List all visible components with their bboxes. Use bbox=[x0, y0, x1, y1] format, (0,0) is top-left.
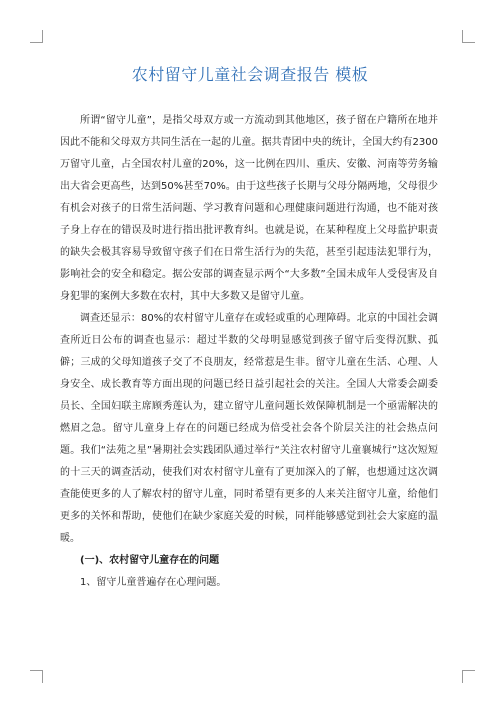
crop-mark-bottom-left bbox=[30, 670, 43, 683]
body-paragraph-2: 调查还显示：80%的农村留守儿童存在或轻或重的心理障碍。北京的中国社会调查所近日公布的调查也显示：超过半数的父母明显感觉到孩子留守后变得沉默、孤僻；三成的父母知道孩子交了不良朋友，经常惹是生非。留守儿童在生活、心理、人身安全、成长教育等方面出现的问题已经日益引起社会的关注。全国人大常委会副委员长、全国妇联主席顾秀莲认为，建立留守儿童问题长效保障机制是一个亟需解决的燃眉之急。留守儿童身上存在的问题已经成为倍受社会各个阶层关注的社会热点问题。我们“法苑之星”暑期社会实践团队通过举行“关注农村留守儿童襄城行”这次短短的十三天的调查活动，使我们对农村留守儿童有了更加深入的了解，也想通过这次调查能使更多的人了解农村的留守儿童，同时希望有更多的人来关注留守儿童，给他们更多的关怀和帮助，使他们在缺少家庭关爱的时候，同样能够感觉到社会大家庭的温暖。 bbox=[60, 313, 438, 544]
crop-mark-bottom-right bbox=[462, 670, 475, 683]
body-paragraph-1: 所谓“留守儿童”，是指父母双方或一方流动到其他地区，孩子留在户籍所在地并因此不能和父母双方共同生活在一起的儿童。据共青团中央的统计，全国大约有2300万留守儿童，占全国农村儿童的20%，这一比例在四川、重庆、安徽、河南等劳务输出大省会更高些，达到50%甚至70%。由于这些孩子长期与父母分隔两地，父母很少有机会对孩子的日常生活问题、学习教育问题和心理健康问题进行沟通，也不能对孩子身上存在的错误及时进行指出批评教育纠。也就是说，在某种程度上父母监护职责的缺失会极其容易导致留守孩子们在日常生活行为的失范，甚至引起违法犯罪行为，影响社会的安全和稳定。据公安部的调查显示两个“大多数”全国未成年人受侵害及自身犯罪的案例大多数在农村，其中大多数又是留守儿童。 bbox=[60, 115, 438, 302]
document-body bbox=[60, 110, 438, 594]
subsection-heading: 1、留守儿童普遍存在心理问题。 bbox=[80, 577, 227, 588]
crop-mark-top-right bbox=[462, 30, 475, 43]
section-heading: (一)、农村留守儿童存在的问题 bbox=[80, 555, 220, 566]
crop-mark-top-left bbox=[30, 30, 43, 43]
document-title: 农村留守儿童社会调查报告 模板 bbox=[131, 65, 369, 84]
